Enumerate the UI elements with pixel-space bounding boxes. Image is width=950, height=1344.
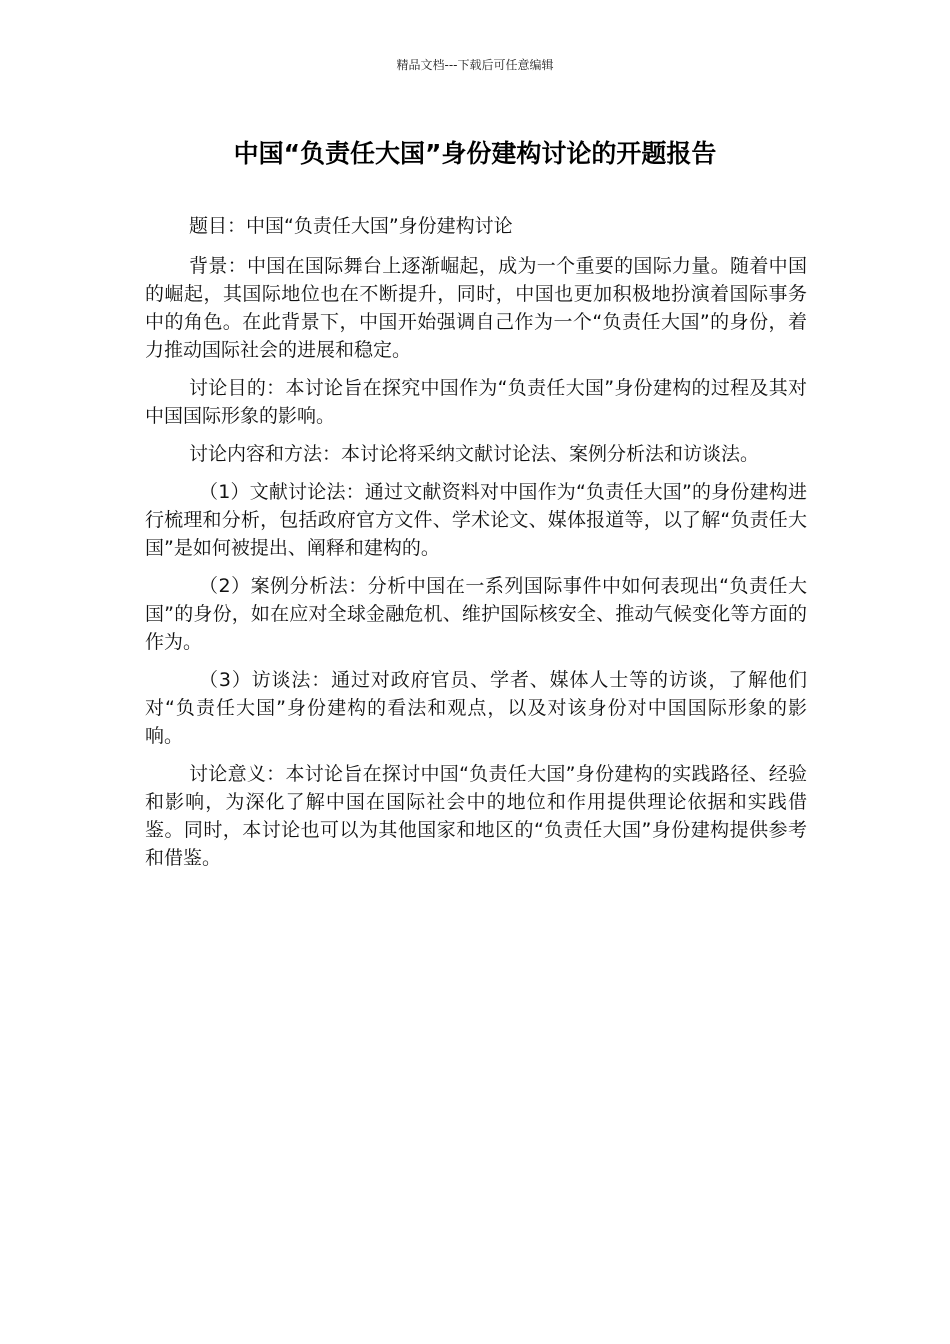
purpose-paragraph: 讨论目的：本讨论旨在探究中国作为“负责任大国”身份建构的过程及其对中国国际形象的影响。: [145, 377, 807, 427]
topic-paragraph: 题目：中国“负责任大国”身份建构讨论: [189, 215, 513, 237]
document-title: 中国“负责任大国”身份建构讨论的开题报告: [233, 139, 717, 168]
case-analysis-paragraph: （2）案例分析法：分析中国在一系列国际事件中如何表现出“负责任大国”的身份，如在应对全球金融危机、维护国际核安全、推动气候变化等方面的作为。: [145, 575, 807, 653]
header-note: 精品文档---下载后可任意编辑: [396, 58, 554, 72]
significance-paragraph: 讨论意义：本讨论旨在探讨中国“负责任大国”身份建构的实践路径、经验和影响，为深化了解中国在国际社会中的地位和作用提供理论依据和实践借鉴。同时，本讨论也可以为其他国家和地区的“负责任大国”身份建构提供参考和借鉴。: [145, 763, 807, 869]
document-body: [145, 212, 807, 882]
background-paragraph: 背景：中国在国际舞台上逐渐崛起，成为一个重要的国际力量。随着中国的崛起，其国际地位也在不断提升，同时，中国也更加积极地扮演着国际事务中的角色。在此背景下，中国开始强调自己作为一个“负责任大国”的身份，着力推动国际社会的进展和稳定。: [145, 255, 807, 361]
content-method-paragraph: 讨论内容和方法：本讨论将采纳文献讨论法、案例分析法和访谈法。: [189, 443, 760, 465]
interview-method-paragraph: （3）访谈法：通过对政府官员、学者、媒体人士等的访谈，了解他们对“负责任大国”身份建构的看法和观点，以及对该身份对中国国际形象的影响。: [145, 669, 807, 747]
literature-method-paragraph: （1）文献讨论法：通过文献资料对中国作为“负责任大国”的身份建构进行梳理和分析，包括政府官方文件、学术论文、媒体报道等，以了解“负责任大国”是如何被提出、阐释和建构的。: [145, 481, 807, 559]
